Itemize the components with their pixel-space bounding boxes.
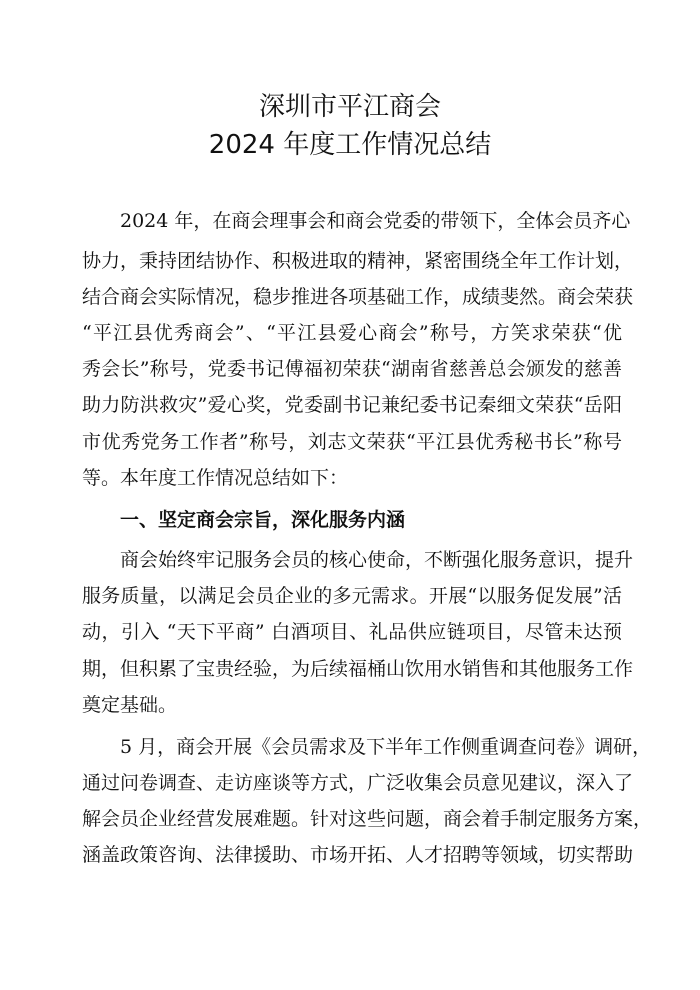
paragraph-1-line: 秀会长”称号，党委书记傅福初荣获“湖南省慈善总会颁发的慈善 xyxy=(82,358,622,380)
paragraph-2-line: 服务质量，以满足会员企业的多元需求。开展“以服务促发展”活 xyxy=(82,585,622,607)
paragraph-2-line: 动，引入 “天下平商” 白酒项目、礼品供应链项目，尽管未达预 xyxy=(82,621,622,643)
paragraph-2-line: 期，但积累了宝贵经验，为后续福桶山饮用水销售和其他服务工作 xyxy=(82,658,634,680)
paragraph-2-line: 奠定基础。 xyxy=(82,694,178,716)
paragraph-2-line: 商会始终牢记服务会员的核心使命，不断强化服务意识，提升 xyxy=(120,549,634,571)
document-title-line2: 2024 年度工作情况总结 xyxy=(208,130,492,160)
section-1-heading: 一、坚定商会宗旨，深化服务内涵 xyxy=(120,509,406,531)
paragraph-1-line: “平江县优秀商会”、“平江县爱心商会”称号，方笑求荣获“优 xyxy=(82,322,622,344)
paragraph-1-line: 市优秀党务工作者”称号，刘志文荣获“平江县优秀秘书长”称号 xyxy=(82,431,622,453)
paragraph-3-line: 解会员企业经营发展难题。针对这些问题，商会着手制定服务方案， xyxy=(82,808,653,830)
paragraph-1-line: 结合商会实际情况，稳步推进各项基础工作，成绩斐然。商会荣获 xyxy=(82,286,634,308)
paragraph-1-line: 2024 年，在商会理事会和商会党委的带领下，全体会员齐心 xyxy=(120,210,631,232)
paragraph-3-line: 涵盖政策咨询、法律援助、市场开拓、人才招聘等领域，切实帮助 xyxy=(82,844,634,866)
paragraph-3-line: 5 月，商会开展《会员需求及下半年工作侧重调查问卷》调研， xyxy=(120,736,652,758)
paragraph-3-line: 通过问卷调查、走访座谈等方式，广泛收集会员意见建议，深入了 xyxy=(82,772,634,794)
document-title-line1: 深圳市平江商会 xyxy=(258,92,441,122)
paragraph-1-line: 助力防洪救灾”爱心奖，党委副书记兼纪委书记秦细文荣获“岳阳 xyxy=(82,394,622,416)
paragraph-1-line: 等。本年度工作情况总结如下： xyxy=(82,467,349,489)
paragraph-1-line: 协力，秉持团结协作、积极进取的精神，紧密围绕全年工作计划， xyxy=(82,250,634,272)
